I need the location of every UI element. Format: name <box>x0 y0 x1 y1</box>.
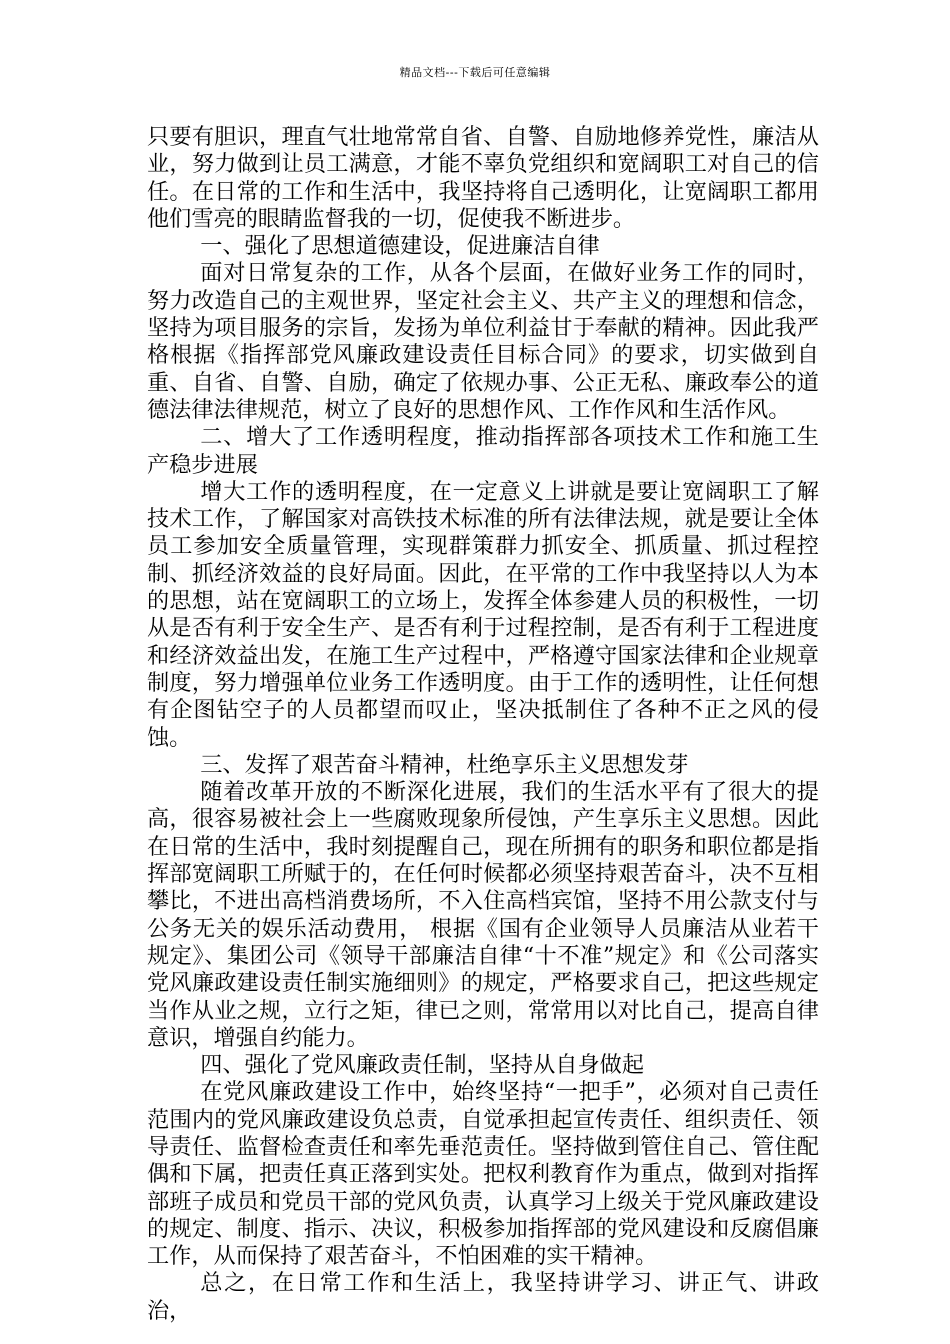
section-heading: 一、强化了思想道德建设，促进廉洁自律 <box>200 233 600 260</box>
paragraph: 总之，在日常工作和生活上，我坚持讲学习、讲正气、讲政治， <box>147 1270 819 1324</box>
paragraph: 随着改革开放的不断深化进展，我们的生活水平有了很大的提高，很容易被社会上一些腐败现象所侵蚀，产生享乐主义思想。因此在日常的生活中，我时刻提醒自己，现在所拥有的职务和职位都是指挥部宽阔职工所赋于的，在任何时候都必须坚持艰苦奋斗，决不互相攀比，不进出高档消费场所，不入住高档宾馆，坚持不用公款支付与公务无关的娱乐活动费用， 根据《国有企业领导人员廉洁从业若干规定》、集团公司《领导干部廉洁自律“十不准”规定》和《公司落实党风廉政建设责任制实施细则》的规定，严格要求自己，把这些规定当作从业之规，立行之矩，律已之则，常常用以对比自己，提高自律意识，增强自约能力。 <box>147 779 819 1051</box>
paragraph: 面对日常复杂的工作，从各个层面，在做好业务工作的同时，努力改造自己的主观世界，坚定社会主义、共产主义的理想和信念，坚持为项目服务的宗旨，发扬为单位利益甘于奉献的精神。因此我严格根据《指挥部党风廉政建设责任目标合同》的要求，切实做到自重、自省、自警、自励，确定了依规办事、公正无私、廉政奉公的道德法律法律规范，树立了良好的思想作风、工作作风和生活作风。 <box>147 260 819 423</box>
section-heading: 四、强化了党风廉政责任制，坚持从自身做起 <box>200 1052 645 1079</box>
paragraph: 只要有胆识，理直气壮地常常自省、自警、自励地修养党性，廉洁从业，努力做到让员工满意，才能不辜负党组织和宽阔职工对自己的信任。在日常的工作和生活中，我坚持将自己透明化，让宽阔职工都用他们雪亮的眼睛监督我的一切，促使我不断进步。 <box>147 124 819 232</box>
section-heading: 三、发挥了艰苦奋斗精神，杜绝享乐主义思想发芽 <box>200 751 689 778</box>
section-heading: 二、增大了工作透明程度，推动指挥部各项技术工作和施工生产稳步进展 <box>147 424 819 478</box>
paragraph: 在党风廉政建设工作中，始终坚持“一把手”，必须对自己责任范围内的党风廉政建设负总责，自觉承担起宣传责任、组织责任、领导责任、监督检查责任和率先垂范责任。坚持做到管住自己、管住配偶和下属，把责任真正落到实处。把权利教育作为重点，做到对指挥部班子成员和党员干部的党风负责，认真学习上级关于党风廉政建设的规定、制度、指示、决议，积极参加指挥部的党风建设和反腐倡廉工作，从而保持了艰苦奋斗，不怕困难的实干精神。 <box>147 1079 819 1270</box>
paragraph: 增大工作的透明程度，在一定意义上讲就是要让宽阔职工了解技术工作，了解国家对高铁技术标准的所有法律法规，就是要让全体员工参加安全质量管理，实现群策群力抓安全、抓质量、抓过程控制、抓经济效益的良好局面。因此，在平常的工作中我坚持以人为本的思想，站在宽阔职工的立场上，发挥全体参建人员的积极性，一切从是否有利于安全生产、是否有利于过程控制，是否有利于工程进度和经济效益出发，在施工生产过程中，严格遵守国家法律和企业规章制度，努力增强单位业务工作透明度。由于工作的透明性，让任何想有企图钻空子的人员都望而叹止，坚决抵制住了各种不正之风的侵蚀。 <box>147 478 819 751</box>
document-body <box>147 124 819 1325</box>
page-header: 精品文档---下载后可任意编辑 <box>399 66 551 79</box>
